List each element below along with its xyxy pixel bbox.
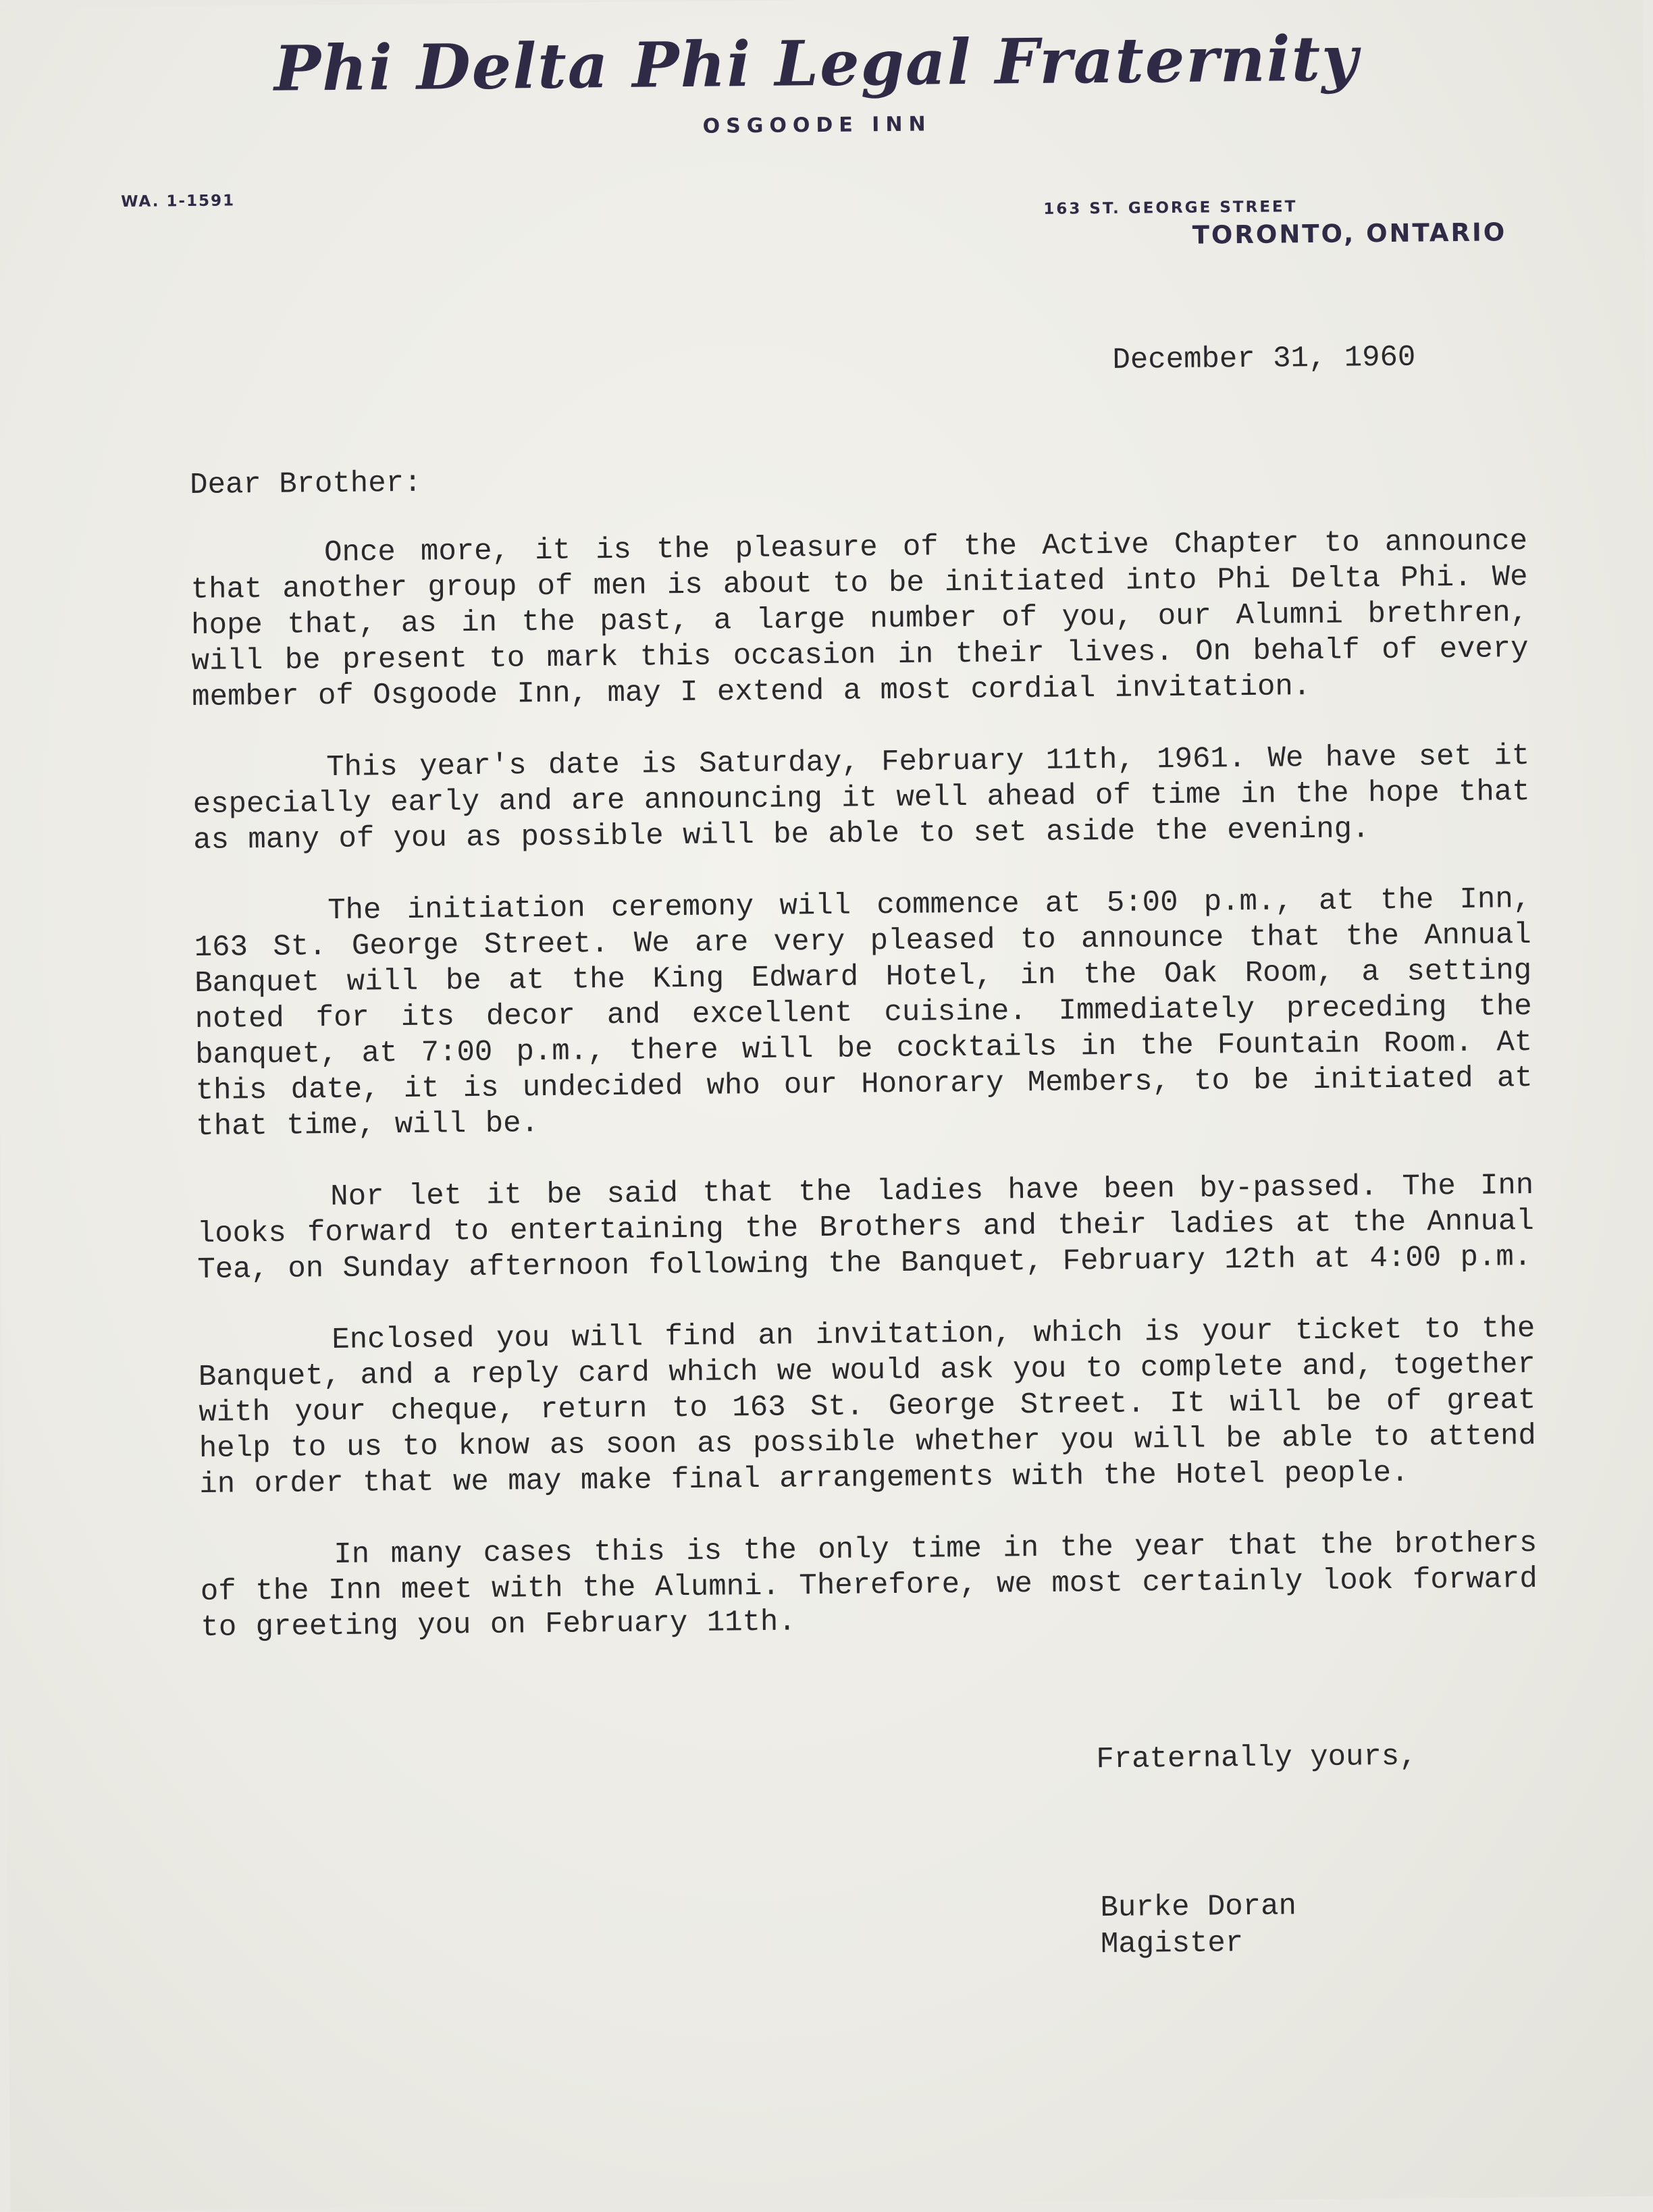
signer-title: Magister (1100, 1926, 1244, 1962)
letter-paragraph-6: In many cases this is the only time in the year that the brothers of the Inn meet with the Alumni. Therefore, we most certainly look forward to greeting you on February 11th. (200, 1526, 1538, 1645)
letter-closing: Fraternally yours, (1096, 1739, 1417, 1777)
signer-name: Burke Doran (1100, 1889, 1297, 1926)
letter-salutation: Dear Brother: (189, 466, 422, 503)
letterhead-city: TORONTO, ONTARIO (1192, 217, 1507, 250)
letter-paragraph-1: Once more, it is the pleasure of the Active Chapter to announce that another group of men is about to be initiated into Phi Delta Phi. We hope that, as in the past, a large number of you, our Alumni brethren, will be present to mark this occasion in their lives. On behalf of every member of Osgoode Inn, may I extend a most cordial invitation. (190, 524, 1529, 714)
letter-date: December 31, 1960 (1112, 340, 1416, 377)
letterhead-subtitle: OSGOODE INN (702, 112, 932, 138)
letterhead-phone: WA. 1-1591 (121, 192, 236, 211)
letter-paragraph-5: Enclosed you will find an invitation, which is your ticket to the Banquet, and a reply card which we would ask you to complete and, together with your cheque, return to 163 St. George Street. It will be of great help to us to know as soon as possible whether you will be able to attend in order that we may make final arrangements with the Hotel people. (198, 1311, 1537, 1502)
letter-paragraph-2: This year's date is Saturday, February 11th, 1961. We have set it especially early and are announcing it well ahead of time in the hope that as many of you as possible will be able to set aside the evening. (192, 739, 1530, 858)
letter-paragraph-4: Nor let it be said that the ladies have been by-passed. The Inn looks forward to entertaining the Brothers and their ladies at the Annual Tea, on Sunday afternoon following the Banquet, February 12th at 4:00 p.m. (196, 1168, 1534, 1287)
letterhead-street: 163 ST. GEORGE STREET (1043, 198, 1298, 218)
letter-body (190, 524, 1538, 1682)
letterhead-title: Phi Delta Phi Legal Fraternity (273, 22, 1360, 105)
letter-paragraph-3: The initiation ceremony will commence at 5:00 p.m., at the Inn, 163 St. George Street. We are very pleased to announce that the Annual Banquet will be at the King Edward Hotel, in the Oak Room, a setting noted for its decor and excellent cuisine. Immediately preceding the banquet, at 7:00 p.m., there will be cocktails in the Fountain Room. At this date, it is undecided who our Honorary Members, to be initiated at that time, will be. (194, 882, 1533, 1144)
